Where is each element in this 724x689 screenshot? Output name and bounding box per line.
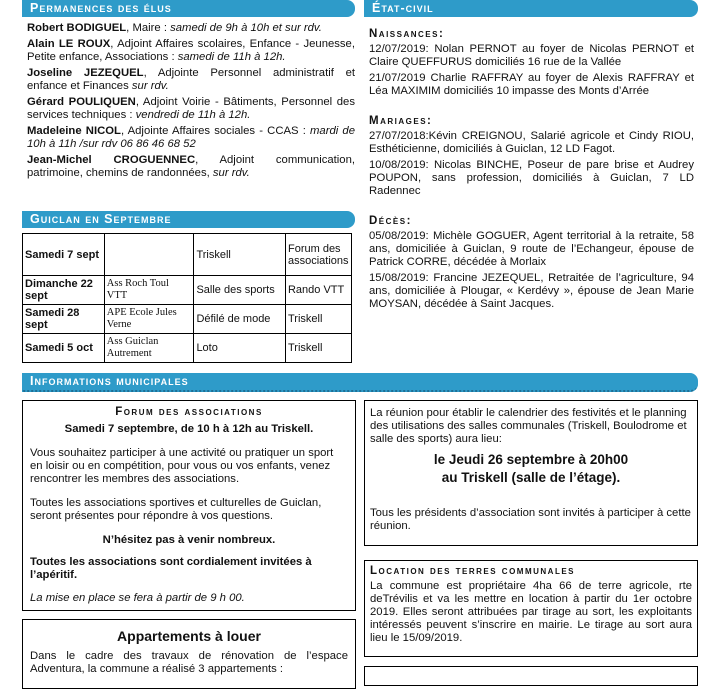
forum-paragraph: Toutes les associations sont cordialement invitées à l’apéritif.	[30, 556, 312, 581]
event-date: Dimanche 22 sept	[23, 276, 105, 305]
mariage-item: 27/07/2018:Kévin CREIGNOU, Salarié agricole et Cindy RIOU, Esthéticienne, domiciliés à Guiclan, 12 LD Fagot.	[369, 130, 694, 155]
next-box	[364, 666, 698, 686]
septembre-title: Guiclan en Septembre	[30, 212, 172, 226]
septembre-header	[22, 211, 355, 228]
etat-civil-title: État-civil	[372, 1, 434, 15]
elu-time: sur rdv.	[212, 167, 250, 179]
elu-time: samedi de 11h à 12h.	[177, 51, 286, 63]
elu-role: , Adjoint communication, patrimoine, chemins de randonnées,	[27, 154, 355, 179]
deces-item: 15/08/2019: Francine JEZEQUEL, Retraitée de l’agriculture, 94 ans, domiciliée à Plougar, « Kerdévy », épouse de Jean Marie MOYSAN, décédée à Saint Jacques.	[369, 272, 694, 310]
naissance-item: 21/07/2019 Charlie RAFFRAY au foyer de Alexis RAFFRAY et Léa MAXIMIM domiciliés 10 impasse des Monts d’Arrée	[369, 72, 694, 97]
events-table	[22, 233, 352, 363]
event-date: Samedi 28 sept	[23, 305, 105, 334]
elu-name: Gérard POULIQUEN	[27, 96, 136, 108]
event-place: Triskell	[285, 305, 351, 334]
elu-time: vendredi de 11h à 12h.	[135, 109, 251, 121]
event-name: Salle des sports	[194, 276, 286, 305]
event-date: Samedi 7 sept	[23, 234, 105, 276]
terres-title: Location des terres communales	[370, 565, 576, 577]
permanence-entry	[27, 38, 355, 64]
permanences-title: Permanences des élus	[30, 1, 172, 15]
elu-time: sur rdv.	[131, 80, 169, 92]
elu-role: , Adjointe Personnel administratif et enfance et Finances	[27, 67, 355, 92]
appartements-title: Appartements à louer	[117, 628, 261, 644]
forum-paragraph: La mise en place se fera à partir de 9 h 00.	[30, 592, 245, 604]
elu-time: mardi de 10h à 11h /sur rdv 06 86 46 68 52	[27, 125, 355, 150]
deces-heading: Décès:	[369, 215, 412, 227]
permanence-entry	[27, 125, 355, 151]
terres-box	[364, 560, 698, 657]
elu-role: , Adjoint Affaires scolaires, Enfance - Jeunesse, Petite enfance, Associations :	[27, 38, 355, 63]
forum-paragraph: Toutes les associations sportives et culturelles de Guiclan, seront présentes pour répondre à vos questions.	[30, 497, 322, 522]
elu-role: , Maire :	[126, 22, 171, 34]
event-organizer	[104, 234, 194, 276]
forum-paragraph: N’hésitez pas à venir nombreux.	[102, 534, 276, 546]
table-row	[23, 276, 352, 305]
event-place: Triskell	[285, 334, 351, 363]
table-row	[23, 334, 352, 363]
permanence-entry	[27, 96, 355, 122]
elu-name: Robert BODIGUEL	[27, 22, 127, 34]
permanence-entry	[27, 22, 355, 35]
forum-title: Forum des associations	[115, 406, 263, 418]
event-date: Samedi 5 oct	[23, 334, 105, 363]
event-name: Défilé de mode	[194, 305, 286, 334]
event-name: Triskell	[194, 234, 286, 276]
terres-text: La commune est propriétaire 4ha 66 de terre agricole, rte deTrévilis et va les mettre en location à partir du 1er octobre 2019. Elles seront attribuées par tirage au sort, les exploitants intéressés peuvent s’inscrire en mairie. Le tirage au sort aura lieu le 15/09/2019.	[370, 580, 692, 644]
etat-civil-content	[369, 28, 694, 311]
elu-name: Madeleine NICOL	[27, 125, 121, 137]
elu-name: Jean-Michel CROGUENNEC	[27, 154, 196, 166]
forum-paragraph: Vous souhaitez participer à une activité ou pratiquer un sport en loisir ou en compétition, pour vous ou vos enfants, venez rencontrer les membres des associations.	[30, 447, 334, 485]
reunion-place: au Triskell (salle de l’étage).	[441, 470, 621, 485]
reunion-box	[364, 400, 698, 546]
mariages-heading: Mariages:	[369, 115, 433, 127]
permanence-entry	[27, 67, 355, 93]
elu-role: , Adjoint Voirie - Bâtiments, Personnel des services techniques :	[27, 96, 355, 121]
elu-role: , Adjointe Affaires sociales - CCAS :	[120, 125, 311, 137]
infos-header	[22, 373, 698, 392]
deces-item: 05/08/2019: Michèle GOGUER, Agent territorial à la retraite, 58 ans, domiciliée à Guiclan, 9 route de l’Echangeur, épouse de Patrick CORRE, décédée à Morlaix	[369, 230, 694, 268]
event-organizer: Ass Roch Toul VTT	[104, 276, 194, 305]
etat-civil-header	[364, 0, 698, 17]
table-row	[23, 305, 352, 334]
table-row	[23, 234, 352, 276]
elu-name: Alain LE ROUX	[27, 38, 111, 50]
event-organizer: Ass Guiclan Autrement	[104, 334, 194, 363]
elu-time: samedi de 9h à 10h et sur rdv.	[170, 22, 322, 34]
mariage-item: 10/08/2019: Nicolas BINCHE, Poseur de pare brise et Audrey POUPON, sans profession, domiciliés à Guiclan, 7 LD Radennec	[369, 159, 694, 197]
event-name: Loto	[194, 334, 286, 363]
reunion-intro: La réunion pour établir le calendrier des festivités et le planning des utilisations des salles communales (Triskell, Boulodrome et salle des sports) aura lieu:	[370, 407, 687, 445]
permanence-entry	[27, 154, 355, 180]
elu-name: Joseline JEZEQUEL	[27, 67, 144, 79]
reunion-outro: Tous les présidents d’association sont invités à participer à cette réunion.	[370, 507, 691, 532]
naissance-item: 12/07/2019: Nolan PERNOT au foyer de Nicolas PERNOT et Claire QUEFFURUS domiciliés 16 rue de la Vallée	[369, 43, 694, 68]
event-place: Forum des associations	[285, 234, 351, 276]
permanences-header	[22, 0, 355, 17]
appartements-text: Dans le cadre des travaux de rénovation de l’espace Adventura, la commune a réalisé 3 appartements :	[30, 650, 348, 675]
forum-date: Samedi 7 septembre, de 10 h à 12h au Triskell.	[64, 423, 314, 435]
event-organizer: APE Ecole Jules Verne	[104, 305, 194, 334]
infos-title: Informations municipales	[30, 374, 189, 388]
permanences-list	[27, 22, 355, 180]
naissances-heading: Naissances:	[369, 28, 445, 40]
forum-box	[22, 400, 356, 611]
reunion-date: le Jeudi 26 septembre à 20h00	[433, 452, 629, 467]
event-place: Rando VTT	[285, 276, 351, 305]
appartements-box	[22, 619, 356, 689]
